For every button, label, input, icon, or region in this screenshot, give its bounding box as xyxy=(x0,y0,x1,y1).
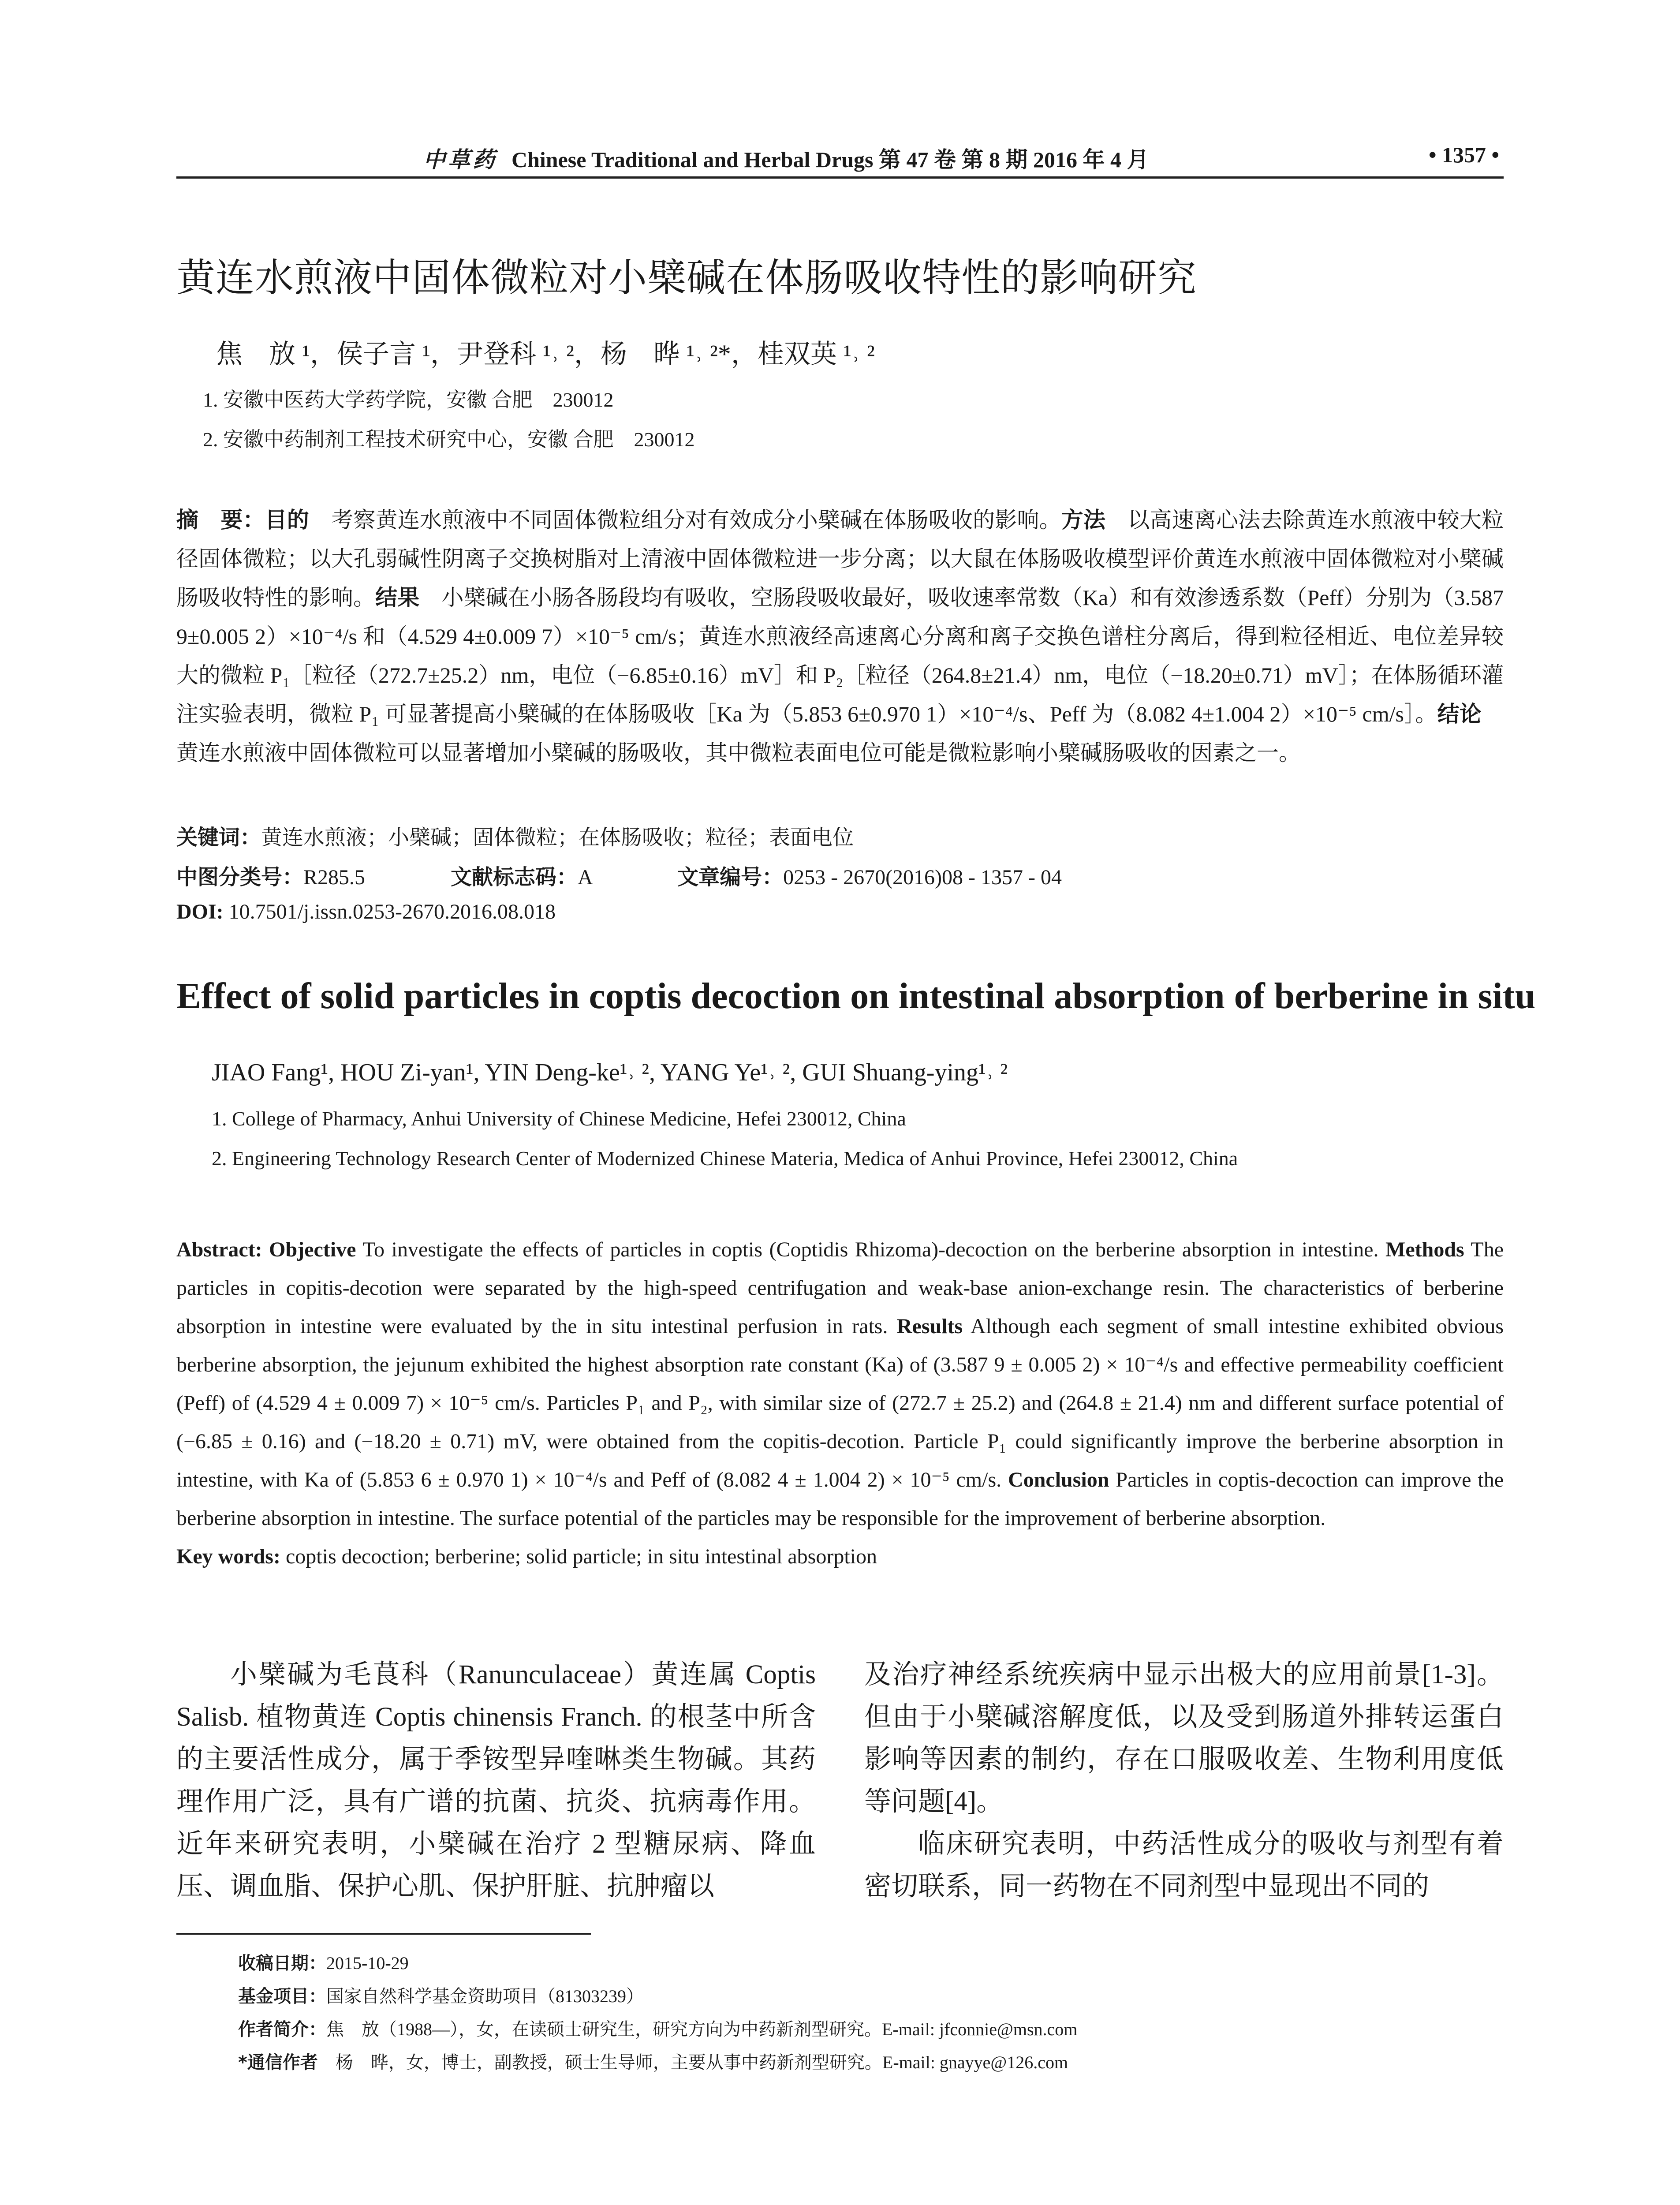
doc-code-label: 文献标志码： xyxy=(451,865,578,889)
en-results-text: Although each segment of small intestine exhibited obvious berberine absorption, the jejunum exhibited the highest absorption rate constant (Ka) of (3.587 9 ± 0.005 2) × 10⁻⁴/s and effective permeability coefficient (Peff) of (4.529 4 ± 0.009 7) × 10⁻⁵ cm/s. Particles P₁ and P₂, with similar size of (272.7 ± 25.2) and (264.8 ± 21.4) nm and different surface potential of (−6.85 ± 0.16) and (−18.20 ± 0.71) mV, were obtained from the copitis-decotion. Particle P₁ could significantly improve the berberine absorption in intestine, with Ka of (5.853 6 ± 0.970 1) × 10⁻⁴/s and Peff of (8.082 4 ± 1.004 2) × 10⁻⁵ cm/s. xyxy=(176,1315,1504,1491)
conclusion-label: 结论 xyxy=(1437,701,1482,727)
body-paragraph: 及治疗神经系统疾病中显示出极大的应用前景[1-3]。但由于小檗碱溶解度低，以及受到肠道外排转运蛋白影响等因素的制约，存在口服吸收差、生物利用度低等问题[4]。 xyxy=(864,1660,1504,1816)
article-no-label: 文章编号： xyxy=(677,865,784,889)
en-keywords-text: coptis decoction; berberine; solid particle; in situ intestinal absorption xyxy=(280,1545,877,1568)
doi-label: DOI: xyxy=(176,900,224,923)
body-paragraph: 临床研究表明，中药活性成分的吸收与剂型有着密切联系，同一药物在不同剂型中显现出不同的 xyxy=(864,1829,1504,1901)
chinese-affiliation-1: 1. 安徽中医药大学药学院，安徽 合肥 230012 xyxy=(203,389,614,411)
english-title: Effect of solid particles in coptis decoction on intestinal absorption of berberine in situ xyxy=(176,975,1536,1017)
fund-value: 国家自然科学基金资助项目（81303239） xyxy=(326,1986,644,2006)
author-value: 焦 放（1988—），女，在读硕士研究生，研究方向为中药新剂型研究。E-mail: jfconnie@msn.com xyxy=(326,2019,1078,2039)
english-authors: JIAO Fang¹, HOU Zi-yan¹, YIN Deng-ke¹˒ ², YANG Ye¹˒ ², GUI Shuang-ying¹˒ ² xyxy=(212,1059,1008,1086)
doi-line xyxy=(176,900,556,924)
objective-label: 目的 xyxy=(265,507,310,533)
body-right-column xyxy=(864,1654,1504,1908)
en-conclusion-text: Particles in coptis-decoction can improve the berberine absorption in intestine. The surface potential of the particles may be responsible for the improvement of berberine absorption. xyxy=(176,1468,1504,1530)
header-rule xyxy=(176,176,1504,179)
running-header xyxy=(176,132,1504,181)
journal-logo: 中草药 xyxy=(423,147,497,172)
english-affiliation-2: 2. Engineering Technology Research Center of Modernized Chinese Materia, Medica of Anhui Province, Hefei 230012, China xyxy=(212,1147,1238,1170)
en-methods-label: Methods xyxy=(1385,1238,1464,1261)
footnote-corresponding xyxy=(238,2048,1068,2074)
classification-line xyxy=(176,860,1062,890)
methods-label: 方法 xyxy=(1061,507,1106,533)
chinese-keywords xyxy=(176,820,854,851)
english-affiliation-1: 1. College of Pharmacy, Anhui University of Chinese Medicine, Hefei 230012, China xyxy=(212,1107,906,1130)
journal-issue-line: Chinese Traditional and Herbal Drugs 第 47 卷 第 8 期 2016 年 4 月 xyxy=(511,147,1149,172)
doi-value: 10.7501/j.issn.0253-2670.2016.08.018 xyxy=(223,900,556,923)
methods-text: 以高速离心法去除黄连水煎液中较大粒径固体微粒；以大孔弱碱性阴离子交换树脂对上清液中固体微粒进一步分离；以大鼠在体肠吸收模型评价黄连水煎液中固体微粒对小檗碱肠吸收特性的影响。 xyxy=(176,508,1504,610)
objective-text: 考察黄连水煎液中不同固体微粒组分对有效成分小檗碱在体肠吸收的影响。 xyxy=(309,508,1061,532)
results-text: 小檗碱在小肠各肠段均有吸收，空肠段吸收最好，吸收速率常数（Ka）和有效渗透系数（Peff）分别为（3.587 9±0.005 2）×10⁻⁴/s 和（4.529 4±0.009 7）×10⁻⁵ cm/s；黄连水煎液经高速离心分离和离子交换色谱柱分离后，得到粒径相近、电位差异较大的微粒 P₁［粒径（272.7±25.2）nm，电位（−6.85±0.16）mV］和 P₂［粒径（264.8±21.4）nm，电位（−18.20±0.71）mV］；在体肠循环灌注实验表明，微粒 P₁ 可显著提高小檗碱的在体肠吸收［Ka 为（5.853 6±0.970 1）×10⁻⁴/s、Peff 为（8.082 4±1.004 2）×10⁻⁵ cm/s］。 xyxy=(176,585,1504,726)
chinese-affiliation-2: 2. 安徽中药制剂工程技术研究中心，安徽 合肥 230012 xyxy=(203,428,695,451)
doc-code-value: A xyxy=(578,866,592,889)
body-paragraph: 小檗碱为毛茛科（Ranunculaceae）黄连属 Coptis Salisb. 植物黄连 Coptis chinensis Franch. 的根茎中所含的主要活性成分，属于季铵型异喹啉类生物碱。其药理作用广泛，具有广谱的抗菌、抗炎、抗病毒作用。近年来研究表明，小檗碱在治疗 2 型糖尿病、降血压、调血脂、保护心肌、保护肝脏、抗肿瘤以 xyxy=(176,1660,816,1901)
english-abstract xyxy=(176,1230,1504,1576)
received-label: 收稿日期： xyxy=(238,1953,326,1973)
clc-value: R285.5 xyxy=(303,866,366,889)
keywords-label: 关键词： xyxy=(176,825,261,850)
corresponding-label: *通信作者 xyxy=(238,2052,318,2073)
en-abstract-label: Abstract: Objective xyxy=(176,1238,356,1261)
en-methods-text: The particles in copitis-decotion were separated by the high-speed centrifugation and weak-base anion-exchange resin. The characteristics of berberine absorption in intestine were evaluated by the in situ intestinal perfusion in rats. xyxy=(176,1238,1504,1338)
keywords-text: 黄连水煎液；小檗碱；固体微粒；在体肠吸收；粒径；表面电位 xyxy=(261,826,854,849)
received-value: 2015-10-29 xyxy=(326,1953,409,1973)
results-label: 结果 xyxy=(375,585,420,610)
abstract-label: 摘 要： xyxy=(176,507,265,533)
article-no-value: 0253 - 2670(2016)08 - 1357 - 04 xyxy=(783,866,1062,889)
en-conclusion-label: Conclusion xyxy=(1008,1468,1109,1491)
en-keywords-label: Key words: xyxy=(176,1545,280,1568)
footnote-received xyxy=(238,1949,409,1974)
en-results-label: Results xyxy=(896,1315,963,1338)
en-objective-text: To investigate the effects of particles in coptis (Coptidis Rhizoma)-decoction on the berberine absorption in intestine. xyxy=(356,1238,1379,1261)
chinese-authors: 焦 放 ¹，侯子言 ¹，尹登科 ¹˒ ²，杨 晔 ¹˒ ²*，桂双英 ¹˒ ² xyxy=(216,340,875,369)
clc-label: 中图分类号： xyxy=(176,865,304,889)
body-left-column xyxy=(176,1654,816,1908)
footnote-rule xyxy=(176,1933,591,1935)
corresponding-value: 杨 晔，女，博士，副教授，硕士生导师，主要从事中药新剂型研究。E-mail: gnayye@126.com xyxy=(317,2052,1068,2072)
author-label: 作者简介： xyxy=(238,2019,326,2040)
chinese-title: 黄连水煎液中固体微粒对小檗碱在体肠吸收特性的影响研究 xyxy=(176,255,1197,300)
chinese-abstract xyxy=(176,501,1504,772)
page-number: • 1357 • xyxy=(1428,142,1499,167)
fund-label: 基金项目： xyxy=(238,1986,326,2007)
footnote-fund xyxy=(238,1982,644,2007)
footnote-author xyxy=(238,2015,1077,2041)
conclusion-text: 黄连水煎液中固体微粒可以显著增加小檗碱的肠吸收，其中微粒表面电位可能是微粒影响小檗碱肠吸收的因素之一。 xyxy=(176,702,1504,765)
